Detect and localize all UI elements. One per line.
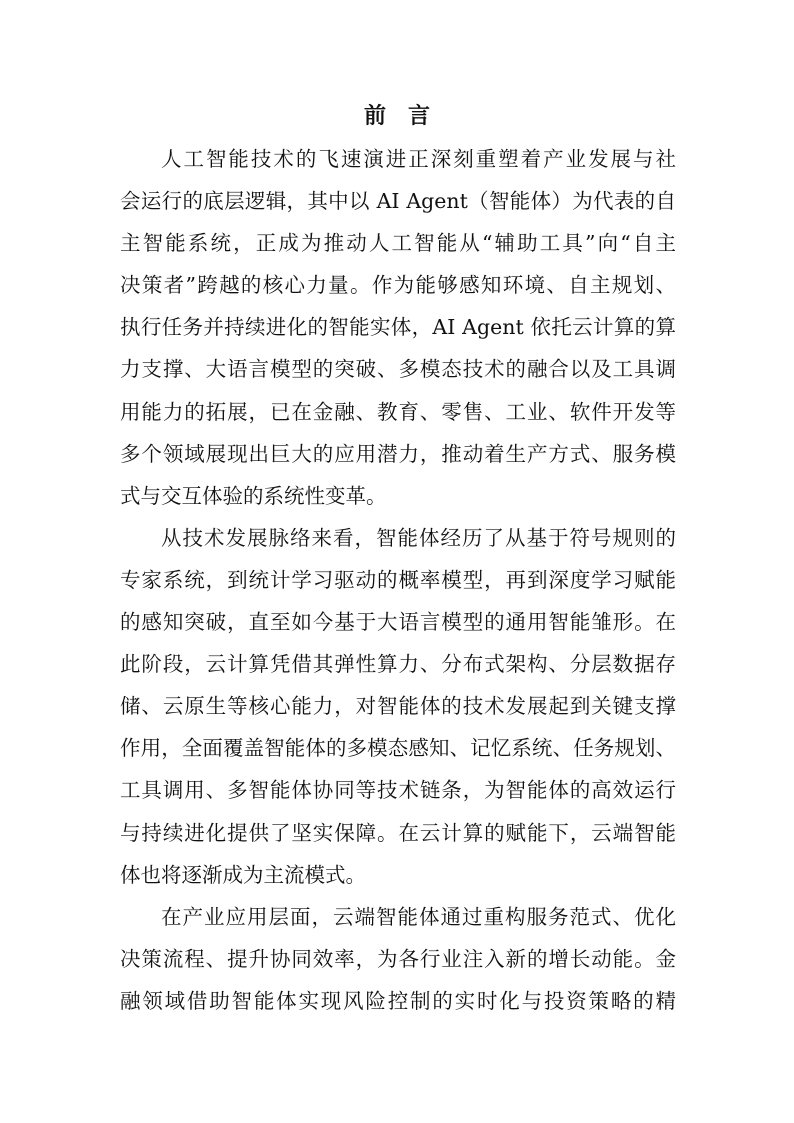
paragraph-line: 力支撑、大语言模型的突破、多模态技术的融合以及工具调 [120, 357, 676, 382]
page-title: 前言 [363, 103, 452, 129]
document-body [120, 138, 676, 1022]
paragraph-line: 从技术发展脉络来看，智能体经历了从基于符号规则的 [161, 525, 676, 550]
paragraph-line: 此阶段，云计算凭借其弹性算力、分布式架构、分层数据存 [120, 652, 676, 677]
paragraph [120, 896, 676, 1022]
paragraph-line: 与持续进化提供了坚实保障。在云计算的赋能下，云端智能 [120, 820, 676, 845]
paragraph [120, 138, 676, 517]
paragraph [120, 517, 676, 896]
paragraph-line: 体也将逐渐成为主流模式。 [120, 862, 366, 887]
paragraph-line: 工具调用、多智能体协同等技术链条，为智能体的高效运行 [120, 778, 676, 803]
paragraph-line: 人工智能技术的飞速演进正深刻重塑着产业发展与社 [161, 147, 676, 171]
paragraph-line: 用能力的拓展，已在金融、教育、零售、工业、软件开发等 [120, 399, 676, 424]
paragraph-line: 的感知突破，直至如今基于大语言模型的通用智能雏形。在 [120, 610, 676, 635]
paragraph-line: 融领域借助智能体实现风险控制的实时化与投资策略的精 [120, 988, 676, 1013]
paragraph-line: 决策流程、提升协同效率，为各行业注入新的增长动能。金 [120, 946, 676, 971]
paragraph-line: 主智能系统，正成为推动人工智能从“辅助工具”向“自主 [120, 231, 676, 256]
paragraph-line: 会运行的底层逻辑，其中以 AI Agent（智能体）为代表的自 [120, 189, 676, 214]
paragraph-line: 决策者”跨越的核心力量。作为能够感知环境、自主规划、 [120, 273, 676, 298]
paragraph-line: 式与交互体验的系统性变革。 [120, 483, 387, 508]
paragraph-line: 作用，全面覆盖智能体的多模态感知、记忆系统、任务规划、 [120, 736, 676, 761]
paragraph-line: 执行任务并持续进化的智能实体，AI Agent 依托云计算的算 [120, 315, 676, 340]
paragraph-line: 多个领域展现出巨大的应用潜力，推动着生产方式、服务模 [120, 441, 676, 466]
paragraph-line: 专家系统，到统计学习驱动的概率模型，再到深度学习赋能 [120, 567, 676, 592]
paragraph-line: 在产业应用层面，云端智能体通过重构服务范式、优化 [161, 904, 676, 929]
paragraph-line: 储、云原生等核心能力，对智能体的技术发展起到关键支撑 [120, 694, 676, 719]
